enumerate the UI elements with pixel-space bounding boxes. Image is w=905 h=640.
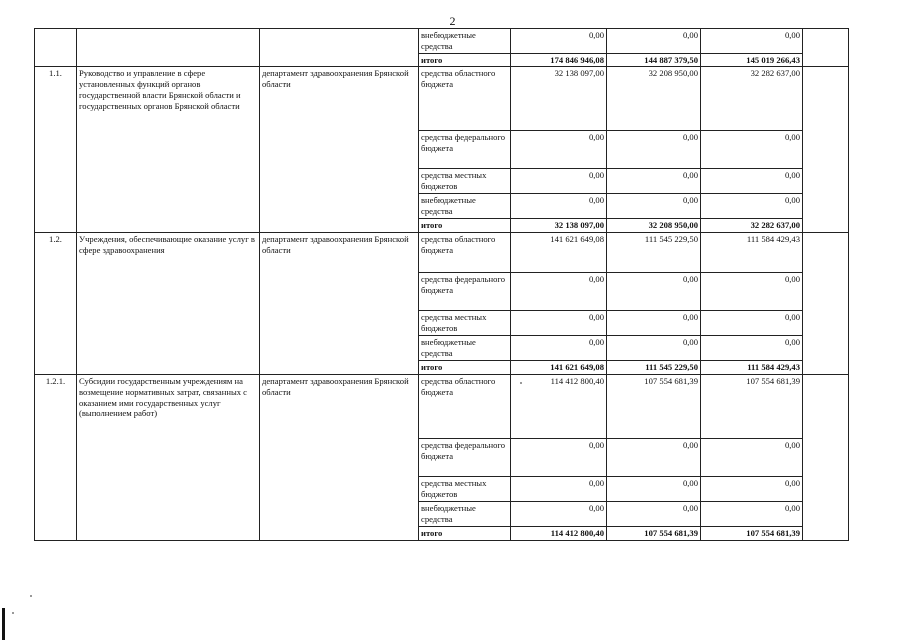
amount-year3-cell: 0,00 [701,501,803,526]
amount-year2-cell: 0,00 [607,169,701,194]
funding-source-cell: средства местных бюджетов [419,169,511,194]
note-cell [803,67,849,233]
funding-source-cell: средства местных бюджетов [419,476,511,501]
activity-name-cell: Субсидии государственным учреждениям на возмещение нормативных затрат, связанных с оказанием ими государственных услуг (выполнением работ) [77,374,260,540]
executor-cell [260,29,419,67]
amount-year1-cell: 0,00 [511,336,607,361]
row-number-cell: 1.2. [35,233,77,375]
amount-year1-cell: 0,00 [511,438,607,476]
amount-year1-cell: 0,00 [511,29,607,54]
note-cell [803,29,849,67]
activity-name-cell: Руководство и управление в сфере установленных функций органов государственной власти Брянской области и государственных органов Брянской области [77,67,260,233]
amount-year1-cell: 0,00 [511,131,607,169]
executor-cell: департамент здравоохранения Брянской области [260,67,419,233]
amount-year3-cell: 0,00 [701,438,803,476]
row-number-cell: 1.2.1. [35,374,77,540]
scan-margin-mark [2,608,5,640]
amount-year1-cell: 0,00 [511,311,607,336]
funding-source-cell: средства областного бюджета [419,374,511,438]
scan-speck [520,382,522,384]
total-year2-cell: 32 208 950,00 [607,219,701,233]
table-row [35,374,849,438]
amount-year3-cell: 0,00 [701,273,803,311]
funding-source-cell: внебюджетные средства [419,336,511,361]
row-number-cell [35,29,77,67]
amount-year3-cell: 0,00 [701,29,803,54]
amount-year2-cell: 0,00 [607,29,701,54]
amount-year2-cell: 0,00 [607,273,701,311]
executor-cell: департамент здравоохранения Брянской области [260,233,419,375]
total-year3-cell: 107 554 681,39 [701,526,803,540]
funding-source-cell: внебюджетные средства [419,29,511,54]
total-year3-cell: 145 019 266,43 [701,53,803,67]
amount-year1-cell: 0,00 [511,476,607,501]
amount-year3-cell: 107 554 681,39 [701,374,803,438]
amount-year2-cell: 32 208 950,00 [607,67,701,131]
table-row [35,67,849,131]
amount-year2-cell: 0,00 [607,438,701,476]
funding-source-cell: итого [419,526,511,540]
amount-year1-cell: 141 621 649,08 [511,233,607,273]
amount-year2-cell: 0,00 [607,501,701,526]
amount-year2-cell: 0,00 [607,336,701,361]
total-year1-cell: 141 621 649,08 [511,361,607,375]
funding-source-cell: средства федерального бюджета [419,273,511,311]
amount-year3-cell: 0,00 [701,194,803,219]
amount-year1-cell: 32 138 097,00 [511,67,607,131]
amount-year2-cell: 0,00 [607,194,701,219]
table-row [35,233,849,273]
total-year1-cell: 32 138 097,00 [511,219,607,233]
funding-source-cell: средства федерального бюджета [419,438,511,476]
funding-source-cell: итого [419,219,511,233]
amount-year1-cell: 0,00 [511,501,607,526]
amount-year2-cell: 111 545 229,50 [607,233,701,273]
total-year2-cell: 144 887 379,50 [607,53,701,67]
amount-year1-cell: 0,00 [511,273,607,311]
amount-year3-cell: 32 282 637,00 [701,67,803,131]
total-year3-cell: 111 584 429,43 [701,361,803,375]
amount-year3-cell: 0,00 [701,169,803,194]
table-row [35,29,849,54]
total-year2-cell: 107 554 681,39 [607,526,701,540]
note-cell [803,233,849,375]
amount-year2-cell: 107 554 681,39 [607,374,701,438]
funding-source-cell: средства местных бюджетов [419,311,511,336]
activity-name-cell: Учреждения, обеспечивающие оказание услуг в сфере здравоохранения [77,233,260,375]
funding-source-cell: средства областного бюджета [419,67,511,131]
amount-year2-cell: 0,00 [607,476,701,501]
amount-year1-cell: 0,00 [511,194,607,219]
scan-speck [30,595,32,597]
amount-year1-cell: 0,00 [511,169,607,194]
funding-source-cell: средства областного бюджета [419,233,511,273]
amount-year3-cell: 0,00 [701,311,803,336]
budget-table [34,28,849,541]
amount-year3-cell: 0,00 [701,336,803,361]
row-number-cell: 1.1. [35,67,77,233]
funding-source-cell: средства федерального бюджета [419,131,511,169]
amount-year2-cell: 0,00 [607,311,701,336]
total-year3-cell: 32 282 637,00 [701,219,803,233]
amount-year3-cell: 0,00 [701,476,803,501]
total-year2-cell: 111 545 229,50 [607,361,701,375]
amount-year3-cell: 111 584 429,43 [701,233,803,273]
page-number: 2 [449,14,456,28]
amount-year1-cell: 114 412 800,40 [511,374,607,438]
activity-name-cell [77,29,260,67]
funding-source-cell: внебюджетные средства [419,501,511,526]
scan-speck [12,612,14,614]
funding-source-cell: итого [419,361,511,375]
executor-cell: департамент здравоохранения Брянской области [260,374,419,540]
funding-source-cell: внебюджетные средства [419,194,511,219]
total-year1-cell: 174 846 946,08 [511,53,607,67]
amount-year2-cell: 0,00 [607,131,701,169]
amount-year3-cell: 0,00 [701,131,803,169]
total-year1-cell: 114 412 800,40 [511,526,607,540]
funding-source-cell: итого [419,53,511,67]
note-cell [803,374,849,540]
